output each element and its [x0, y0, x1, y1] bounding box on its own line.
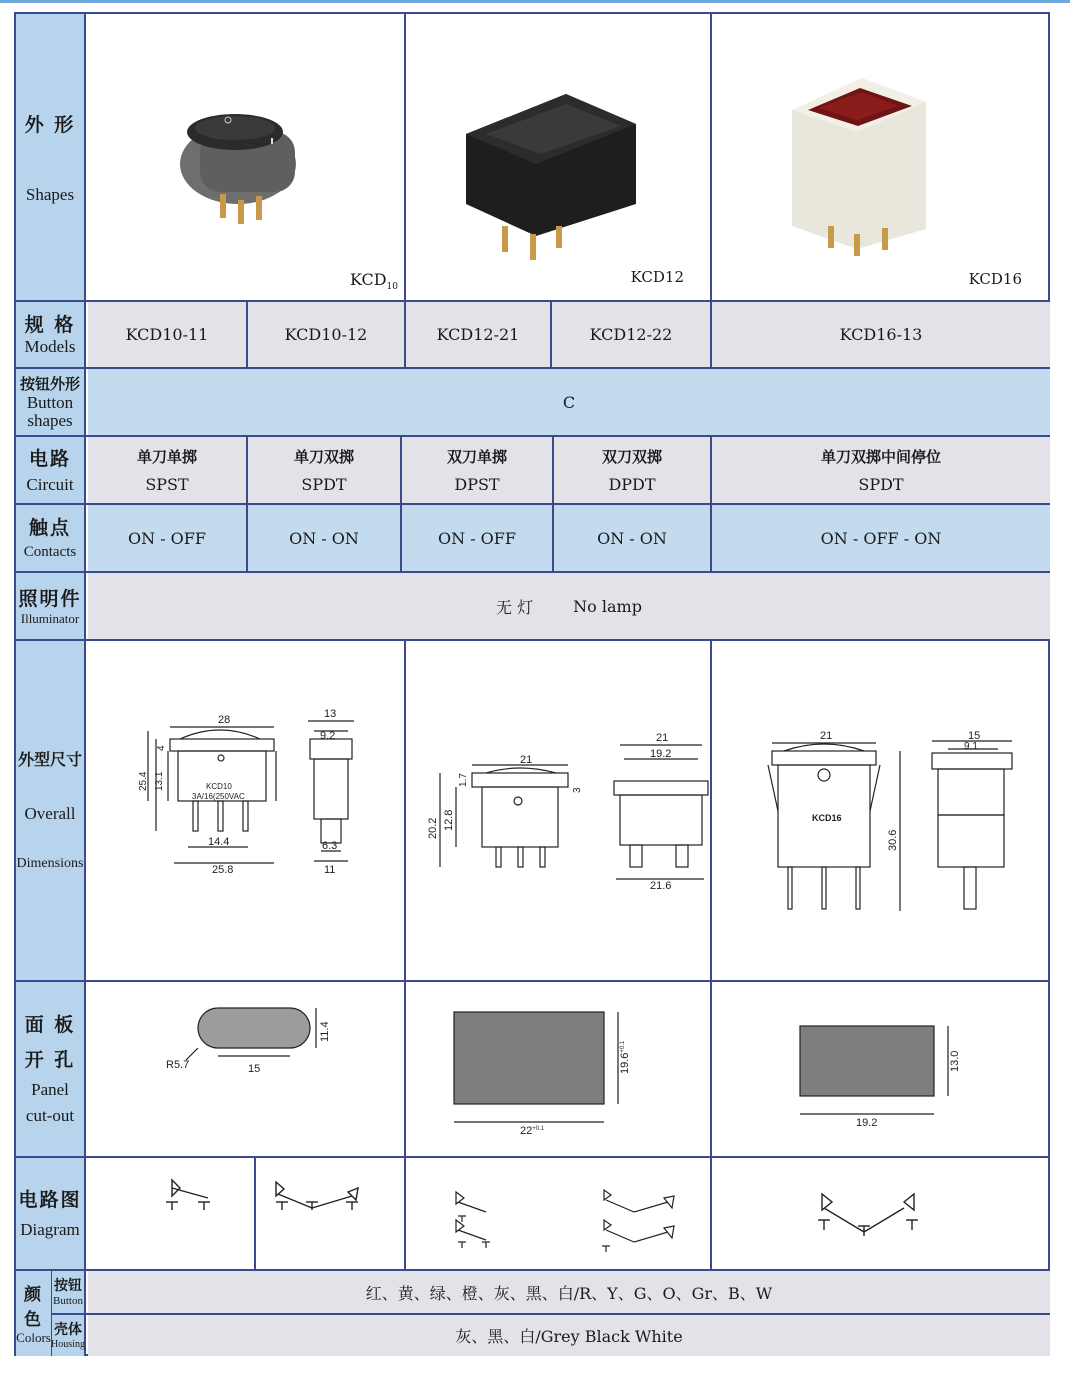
dim-kcd10-side1: 13 [324, 708, 337, 720]
dim-kcd12-h2: 12.8 [443, 809, 455, 831]
button-colors-value: 红、黄、绿、橙、灰、黑、白/R、Y、G、O、Gr、B、W [88, 1271, 1050, 1313]
product-photo-kcd16 [712, 14, 1050, 300]
dim-kcd12-t2: 3 [572, 787, 583, 793]
dim-kcd10-top: 4 [156, 745, 167, 751]
circuit-spdt: 单刀双掷 SPDT [248, 437, 400, 503]
cutout-kcd16-height: 13.0 [949, 1050, 961, 1072]
product-photo-kcd10 [88, 14, 404, 300]
dim-kcd10-b1: 14.4 [208, 836, 230, 848]
diagram-en: Diagram [20, 1220, 80, 1239]
colors-zh2: 色 [24, 1309, 43, 1330]
dim-kcd12-bottom: 21.6 [650, 880, 672, 892]
dim-kcd12-h1: 20.2 [427, 817, 439, 839]
dim-kcd12-top2: 19.2 [650, 748, 672, 760]
dim-kcd10-height: 25.4 [138, 771, 149, 791]
colors-housing-header [52, 1313, 86, 1356]
contacts-kcd12-21: ON - OFF [402, 505, 552, 571]
dims-en1: Overall [24, 804, 76, 823]
model-kcd16-13: KCD16-13 [712, 302, 1050, 367]
dim-kcd10-label2: 3A/16(250VAC [192, 792, 245, 801]
row-header-models [16, 300, 86, 367]
illum-en: Illuminator [20, 610, 80, 626]
colors-housing-en: Housing [51, 1339, 85, 1350]
dimension-drawing-kcd10 [88, 641, 404, 980]
cutout-drawing-kcd16 [712, 982, 1050, 1156]
row-header-button [16, 367, 86, 435]
diagram-zh: 电路图 [18, 1189, 82, 1211]
circuit-dpst: 双刀单掷 DPST [402, 437, 552, 503]
button-en1: Button [26, 392, 74, 412]
dimension-drawing-kcd12 [406, 641, 710, 980]
circuit-spdt-center-off: 单刀双掷中间停位 SPDT [712, 437, 1050, 503]
contacts-zh: 触点 [28, 517, 71, 539]
colors-zh1: 颜 [24, 1284, 43, 1305]
dim-kcd16-height: 30.6 [887, 829, 899, 851]
model-kcd12-21: KCD12-21 [406, 302, 550, 367]
panel-zh2: 开 孔 [24, 1049, 76, 1071]
panel-en2: cut-out [25, 1106, 75, 1125]
model-kcd12-22: KCD12-22 [552, 302, 710, 367]
colors-housing-zh: 壳体 [54, 1322, 82, 1338]
dim-kcd16-label: KCD16 [812, 813, 842, 823]
dims-zh: 外型尺寸 [17, 750, 82, 769]
circuit-diagram-spst [88, 1158, 254, 1269]
dim-kcd10-label1: KCD10 [206, 782, 232, 791]
cutout-kcd16-width: 19.2 [856, 1117, 878, 1129]
dims-en2: Dimensions [16, 856, 84, 871]
row-header-diagram [16, 1156, 86, 1269]
photo-caption-kcd16: KCD16 [968, 270, 1022, 288]
row-header-panel [16, 980, 86, 1156]
contacts-en: Contacts [23, 544, 77, 560]
colors-button-header [52, 1269, 86, 1313]
panel-zh1: 面 板 [24, 1014, 76, 1036]
cutout-drawing-kcd10 [88, 982, 404, 1156]
button-shape-value: C [88, 369, 1050, 435]
dim-kcd12-top1: 21 [656, 732, 669, 744]
dimension-drawing-kcd16 [712, 641, 1050, 980]
cutout-kcd12-width: $22^{+0.1}$ [520, 1125, 545, 1137]
shapes-zh: 外 形 [24, 113, 76, 136]
model-kcd10-11: KCD10-11 [88, 302, 246, 367]
dim-kcd16-width: 21 [820, 730, 833, 742]
row-header-colors [16, 1269, 52, 1356]
row-header-shapes [16, 14, 86, 300]
colors-button-zh: 按钮 [54, 1278, 82, 1294]
contacts-kcd10-12: ON - ON [248, 505, 400, 571]
dim-kcd10-b2: 25.8 [212, 864, 234, 876]
dim-kcd12-width: 21 [520, 754, 533, 766]
circuit-diagram-spdt [256, 1158, 404, 1269]
cutout-kcd12-height: $19.6^{+0.1}$ [619, 1040, 631, 1074]
dim-kcd12-t1: 1.7 [458, 773, 469, 787]
colors-en: Colors [16, 1329, 51, 1345]
circuit-en: Circuit [26, 474, 74, 494]
circuit-dpdt: 双刀双掷 DPDT [554, 437, 710, 503]
panel-en1: Panel [31, 1080, 69, 1099]
dim-kcd10-body: 13.1 [154, 771, 165, 791]
contacts-kcd10-11: ON - OFF [88, 505, 246, 571]
photo-caption-kcd12: KCD12 [630, 268, 684, 286]
row-header-circuit [16, 435, 86, 503]
dim-kcd10-width: 28 [218, 714, 231, 726]
button-en2: shapes [27, 410, 73, 430]
circuit-diagram-dpst-dpdt [406, 1158, 710, 1269]
circuit-spst: 单刀单掷 SPST [88, 437, 246, 503]
cutout-kcd10-radius: R5.7 [166, 1059, 190, 1071]
row-header-contacts [16, 503, 86, 571]
photo-caption-kcd10: $KCD_{10}$ [349, 269, 398, 292]
contacts-kcd16-13: ON - OFF - ON [712, 505, 1050, 571]
product-photo-kcd12 [406, 14, 710, 300]
row-header-illuminator [16, 571, 86, 639]
dim-kcd10-s2: 11 [324, 864, 336, 876]
circuit-diagram-spdt-center-off [712, 1158, 1050, 1269]
models-zh: 规 格 [24, 314, 76, 336]
colors-button-en: Button [53, 1295, 83, 1307]
spec-sheet [14, 12, 1050, 1356]
top-accent-line [0, 0, 1070, 3]
housing-colors-value: 灰、黑、白/Grey Black White [88, 1315, 1050, 1356]
dim-kcd10-side2: 9.2 [320, 730, 336, 742]
shapes-en: Shapes [25, 184, 75, 204]
contacts-kcd12-22: ON - ON [554, 505, 710, 571]
dim-kcd16-s2: 9.1 [964, 741, 978, 752]
button-zh: 按钮外形 [19, 374, 80, 393]
dim-kcd10-s1: 6.3 [322, 840, 338, 852]
cutout-drawing-kcd12 [406, 982, 710, 1156]
circuit-zh: 电路 [28, 447, 71, 470]
dim-kcd16-s1: 15 [968, 730, 981, 742]
row-header-dimensions [16, 639, 86, 980]
models-en: Models [24, 337, 76, 356]
illum-zh: 照明件 [18, 587, 82, 610]
model-kcd10-12: KCD10-12 [248, 302, 404, 367]
illuminator-value: 无 灯 No lamp [88, 573, 1050, 639]
cutout-kcd10-width: 15 [248, 1063, 261, 1075]
cutout-kcd10-height: 11.4 [319, 1021, 331, 1042]
